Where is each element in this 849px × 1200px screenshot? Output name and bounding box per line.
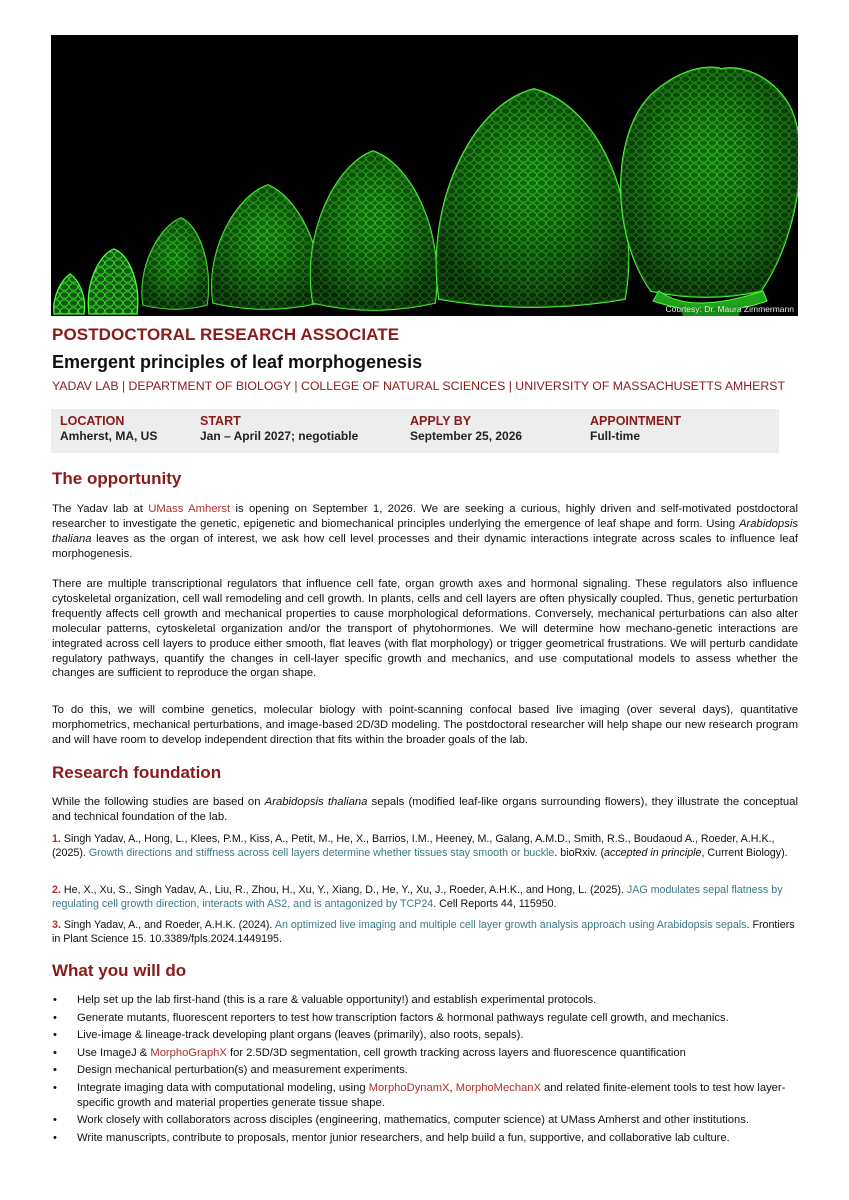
- info-bar: [51, 409, 779, 453]
- section-heading-opportunity: The opportunity: [52, 469, 182, 488]
- ref-number: 1.: [52, 833, 61, 845]
- info-value: Amherst, MA, US: [60, 429, 158, 443]
- item-text: and related finite-element tools to test how layer-specific growth and material properties generate tissue shape.: [77, 1081, 786, 1109]
- list-item: [52, 1011, 798, 1026]
- section-heading-duties: What you will do: [52, 961, 187, 980]
- page-title: Emergent principles of leaf morphogenesis: [52, 352, 423, 372]
- bullet: •: [53, 994, 57, 1006]
- item-text: Generate mutants, fluorescent reporters to test how transcription factors & hormonal pathways regulate cell growth, and mechanics.: [77, 1011, 729, 1024]
- text: While the following studies are based on: [52, 796, 265, 808]
- text: sepals (modified leaf-like organs surrounding flowers), they illustrate the conceptual and technical foundation of the lab.: [52, 796, 798, 823]
- reference-2: [52, 883, 798, 912]
- morphodynamx-link[interactable]: MorphoDynamX: [368, 1081, 450, 1094]
- species-name: Arabidopsis thaliana: [264, 796, 368, 808]
- ref-title-link[interactable]: An optimized live imaging and multiple cell layer growth analysis approach using Arabidopsis sepals: [274, 919, 747, 931]
- item-text: for 2.5D/3D segmentation, cell growth tracking across layers and fluorescence quantification: [226, 1046, 686, 1059]
- ref-venue: , Current Biology).: [701, 847, 788, 860]
- bullet: •: [53, 1131, 57, 1144]
- morphomechanx-link[interactable]: MorphoMechanX: [455, 1081, 541, 1094]
- section-heading-foundation: Research foundation: [52, 763, 222, 782]
- info-apply-by: [410, 414, 522, 443]
- item-text: Help set up the lab first-hand (this is a rare & valuable opportunity!) and establish experimental protocols.: [77, 994, 597, 1006]
- item-text: Write manuscripts, contribute to proposals, mentor junior researchers, and help build a fun, supportive, and collaborative lab culture.: [77, 1131, 730, 1144]
- list-item: [52, 993, 798, 1008]
- opportunity-paragraph-3: To do this, we will combine genetics, molecular biology with point-scanning confocal based live imaging (over several days), quantitative morphometrics, mechanical perturbations, and image-based 2D/3D modeling. The postdoctoral researcher will help shape our new research program and will have room to develop independent direction that fits within the broader goals of the lab.: [52, 704, 798, 746]
- text: The Yadav lab at: [52, 503, 149, 515]
- leaf-2: [88, 249, 138, 314]
- morphographx-link[interactable]: MorphoGraphX: [150, 1046, 227, 1059]
- opportunity-paragraph-2: There are multiple transcriptional regulators that influence cell fate, organ growth axes and hormonal signaling. These regulators also influence cytoskeletal organization, cell wall remodeling and cell growth. In plants, cells and cell layers are often physically coupled. Thus, genetic perturbation frequently affects cell growth and mechanical properties to cause morphological deformations. Conversely, mechanical perturbations can also alter molecular patterns, cytoskeletal organization and/or the transport of phytohormones. We will determine how mechano-genetic interactions are integrated across cell layers to produce either smooth, flat leaves (with flat morphology) or trigger geometrical frustrations. We will perturb candidate regulatory pathways, quantify the changes in cell-layer specific growth and mechanics, and use computational models to assess whether the changes are sufficient to reproduce the organ shape.: [52, 578, 798, 680]
- list-item: [52, 1131, 798, 1146]
- bullet: •: [53, 1064, 57, 1077]
- ref-authors: He, X., Xu, S., Singh Yadav, A., Liu, R., Zhou, H., Xu, Y., Xiang, D., He, Y., Xu, J., Roeder, A.H.K., and Hong, L. (2025).: [60, 884, 627, 896]
- leaf-5: [311, 151, 437, 310]
- species-name: Arabidopsis thaliana: [52, 517, 798, 545]
- item-text: Design mechanical perturbation(s) and measurement experiments.: [77, 1064, 408, 1077]
- leaf-3: [142, 218, 208, 309]
- leaf-1: [54, 274, 85, 314]
- list-item: [52, 1063, 798, 1078]
- ref-venue: . bioRxiv. (: [554, 847, 605, 860]
- list-item: [52, 1081, 798, 1110]
- item-text: Work closely with collaborators across disciples (engineering, mathematics, computer science) at UMass Amherst and other institutions.: [77, 1114, 749, 1127]
- duties-list: [52, 993, 798, 1148]
- item-text: Use ImageJ &: [77, 1046, 151, 1059]
- ref-number: 2.: [52, 884, 61, 896]
- info-label: START: [200, 414, 241, 428]
- reference-1: [52, 832, 798, 861]
- leaf-4: [212, 185, 320, 309]
- ref-title-link[interactable]: JAG modulates sepal flatness by regulating cell growth direction, interacts with AS2, and is antagonized by TCP24: [52, 884, 783, 911]
- ref-venue: . Cell Reports 44, 115950.: [433, 898, 557, 911]
- list-item: [52, 1046, 798, 1061]
- foundation-intro: [52, 795, 798, 825]
- affiliation-line: YADAV LAB | DEPARTMENT OF BIOLOGY | COLLEGE OF NATURAL SCIENCES | UNIVERSITY OF MASSACHUSETTS AMHERST: [52, 379, 785, 393]
- ref-title-link[interactable]: Growth directions and stiffness across cell layers determine whether tissues stay smooth or buckle: [88, 847, 555, 860]
- info-value: September 25, 2026: [410, 429, 523, 443]
- umass-link[interactable]: UMass Amherst: [148, 503, 231, 515]
- reference-3: [52, 918, 798, 947]
- item-text: Live-image & lineage-track developing plant organs (leaves (primarily), also roots, sepals).: [77, 1029, 524, 1042]
- ref-authors: Singh Yadav, A., Hong, L., Klees, P.M., Kiss, A., Petit, M., He, X., Barrios, I.M., Heeney, M., Galang, A.M.D., Smith, R.S., Boudaoud A., Roeder, A.H.K., (2025).: [52, 833, 775, 860]
- ref-number: 3.: [52, 919, 61, 931]
- info-location: [60, 414, 157, 443]
- image-credit: Courtesy: Dr. Maura Zimmermann: [665, 304, 794, 314]
- info-label: LOCATION: [60, 414, 125, 428]
- list-item: [52, 1028, 798, 1043]
- leaf-series-illustration: [51, 35, 798, 316]
- info-appointment: [590, 414, 681, 443]
- info-start: [200, 414, 358, 443]
- info-label: APPLY BY: [410, 414, 472, 428]
- leaf-7: [621, 67, 798, 316]
- info-value: Full-time: [590, 429, 640, 443]
- bullet: •: [53, 1011, 57, 1024]
- ref-status: accepted in principle: [604, 847, 702, 860]
- item-text: ,: [449, 1081, 456, 1094]
- info-label: APPOINTMENT: [590, 414, 681, 428]
- text: is opening on September 1, 2026. We are seeking a curious, highly driven and self-motivated postdoctoral researcher to investigate the genetic, epigenetic and biomechanical principles underlying the emergence of leaf shape and form. Using: [52, 503, 798, 530]
- job-kicker: POSTDOCTORAL RESEARCH ASSOCIATE: [52, 325, 400, 344]
- item-text: Integrate imaging data with computational modeling, using: [77, 1081, 369, 1094]
- bullet: •: [53, 1114, 57, 1127]
- list-item: [52, 1113, 798, 1128]
- opportunity-paragraph-1: [52, 502, 798, 562]
- ref-authors: Singh Yadav, A., and Roeder, A.H.K. (2024).: [60, 919, 275, 931]
- bullet: •: [53, 1046, 57, 1059]
- hero-image: [51, 35, 798, 316]
- ref-venue: . Frontiers in Plant Science 15. 10.3389/fpls.2024.1449195.: [52, 919, 795, 946]
- bullet: •: [53, 1029, 57, 1042]
- bullet: •: [53, 1081, 57, 1094]
- leaf-6: [436, 89, 628, 307]
- info-value: Jan – April 2027; negotiable: [200, 429, 359, 443]
- text: leaves as the organ of interest, we ask how cell level processes and their dynamic interactions integrate across scales to influence leaf morphogenesis.: [52, 532, 798, 560]
